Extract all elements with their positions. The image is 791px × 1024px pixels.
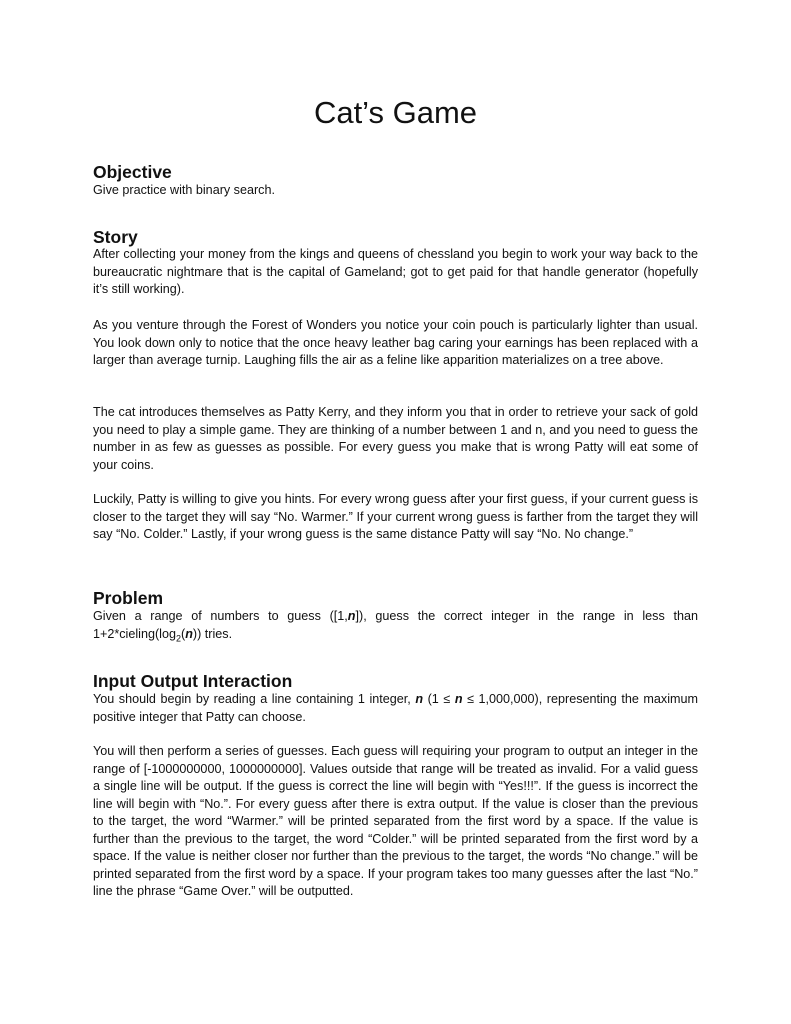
problem-text	[93, 608, 698, 643]
story-paragraph-1: After collecting your money from the kings and queens of chessland you begin to work your way back to the bureaucratic nightmare that is the capital of Gameland; got to get paid for that handle generator (hopefully it’s still working).	[93, 247, 698, 296]
problem-var-n-2: n	[185, 626, 193, 641]
page-title: Cat’s Game	[313, 95, 478, 130]
io-heading: Input Output Interaction	[93, 671, 293, 691]
problem-text-part-3: (	[180, 626, 186, 641]
story-paragraph-3: The cat introduces themselves as Patty Kerry, and they inform you that in order to retrieve your sack of gold you need to play a simple game. They are thinking of a number between 1 and n, and you need to guess the number in as few as guesses as possible. For every guess you make that is wrong Patty will eat some of your coins.	[93, 405, 698, 472]
story-paragraph-2: As you venture through the Forest of Wonders you notice your coin pouch is particularly lighter than usual. You look down only to notice that the once heavy leather bag caring your earnings has been replaced with a larger than average turnip. Laughing fills the air as a feline like apparition materializes on a tree above.	[93, 318, 698, 367]
io-p1-part-2: (1 ≤	[423, 692, 455, 706]
objective-text: Give practice with binary search.	[93, 183, 275, 197]
problem-log-base: 2	[175, 633, 181, 644]
io-p1-part-3: ≤ 1,000,000), representing the maximum positive integer that Patty can choose.	[93, 692, 698, 724]
io-var-n-2: n	[454, 692, 463, 706]
io-paragraph-1	[93, 691, 698, 726]
problem-text-part-4: )) tries.	[192, 626, 233, 641]
io-paragraph-2: You will then perform a series of guesses. Each guess will requiring your program to output an integer in the range of [-1000000000, 1000000000]. Values outside that range will be treated as invalid. For a valid guess a single line will be output. If the guess is correct the line will begin with “Yes!!!”. If the guess is incorrect the line will begin with “No.”. For every guess after there is extra output. If the value is closer than the previous to the target, the word “Warmer.” will be printed separated from the first word by a space. If the value is further than the previous to the target, the word “Colder.” will be printed separated from the first word by a space. If the value is neither closer nor further than the previous to the target, the words “No change.” will be printed separated from the first word by a space. If your program takes too many guesses after the last “No.” line the phrase “Game Over.” will be outputted.	[93, 744, 698, 898]
objective-heading: Objective	[93, 162, 172, 182]
problem-text-part-1: Given a range of numbers to guess ([1,	[93, 609, 348, 623]
problem-text-part-2: ]), guess the correct integer in the range in less than 1+2*cieling(log	[93, 609, 698, 641]
problem-heading: Problem	[93, 588, 164, 608]
io-var-n-1: n	[415, 692, 424, 706]
story-paragraph-4: Luckily, Patty is willing to give you hints. For every wrong guess after your first guess, if your current guess is closer to the target they will say “No. Warmer.” If your current wrong guess is farther from the target they will say “No. Colder.” Lastly, if your wrong guess is the same distance Patty will say “No. No change.”	[93, 492, 698, 541]
io-p1-part-1: You should begin by reading a line containing 1 integer,	[93, 692, 416, 706]
problem-var-n-1: n	[347, 609, 356, 623]
story-heading: Story	[93, 227, 138, 247]
